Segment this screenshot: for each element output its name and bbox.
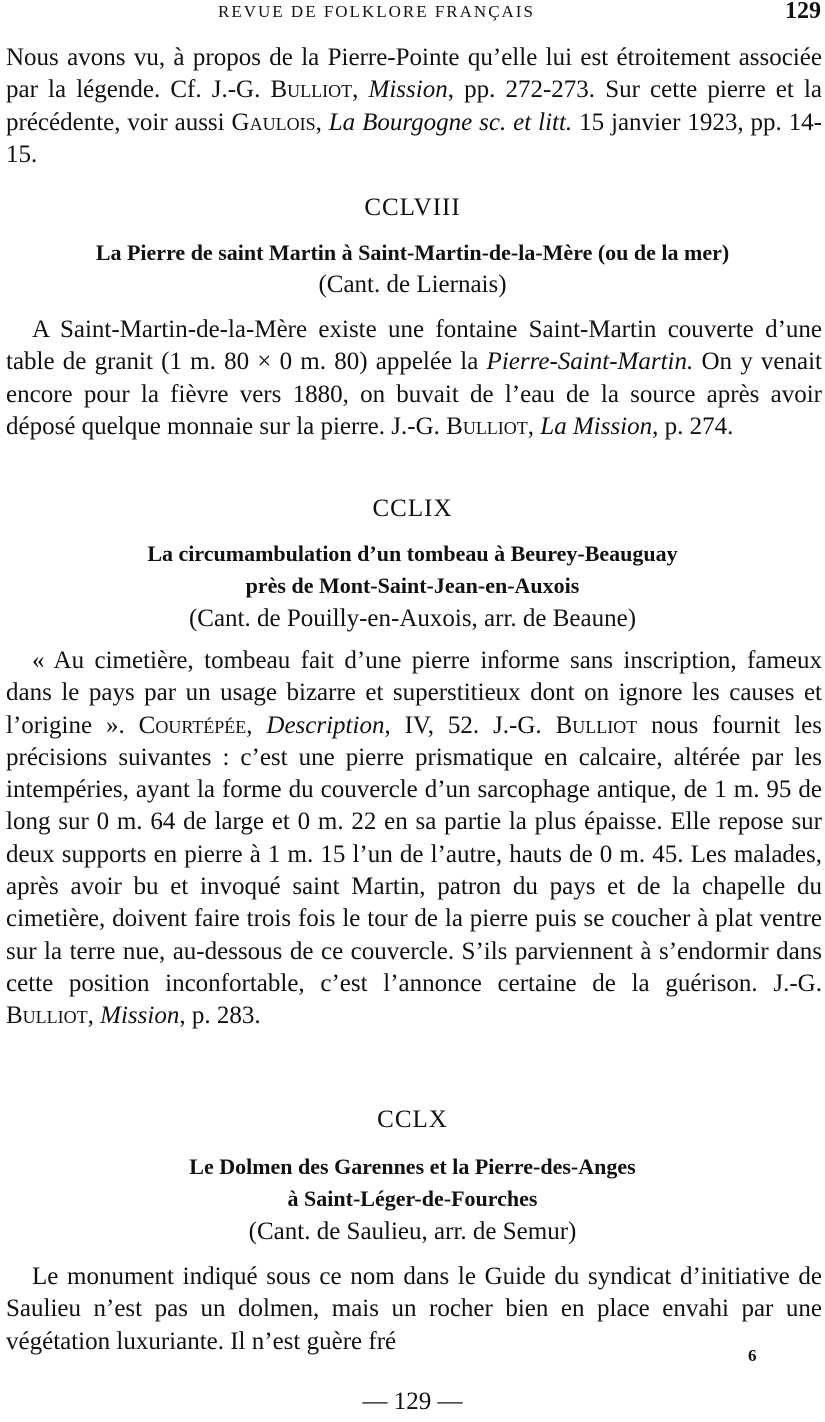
work-title: Mission [100, 1002, 180, 1030]
work-title: Description [266, 711, 385, 739]
signature-mark: 6 [748, 1346, 757, 1365]
author-name: Bulliot [270, 76, 353, 104]
section-number: CCLIX [372, 495, 453, 522]
page-number-top: 129 [785, 0, 821, 24]
work-title: La Mission [540, 412, 653, 440]
work-title: Mission [368, 76, 448, 104]
author-name: Bulliot [6, 1002, 88, 1030]
section-number: CCLX [377, 1106, 448, 1133]
author-name: Courtépée [138, 711, 247, 739]
work-title: La Bourgogne sc. et litt. [328, 108, 573, 136]
section-title-line-2: à Saint-Léger-de-Fourches [287, 1186, 538, 1211]
section-canton: (Cant. de Pouilly-en-Auxois, arr. de Beaune) [188, 605, 637, 632]
intro-paragraph: Nous avons vu, à propos de la Pierre-Pointe qu’elle lui est étroitement associée par la légende. Cf. J.-G. Bulliot, Mission, pp. 272-273. Sur cette pierre et la précédente, voir aussi Gaulois, La Bourgogne sc. et litt. 15 janvier 1923, pp. 14-15. [6, 44, 823, 168]
section-body: « Au cimetière, tombeau fait d’une pierre informe sans inscription, fameux dans le pays par un usage bizarre et superstitieux dont on ignore les causes et l’origine ». Courtépée, Description, IV, 52. J.-G. Bulliot nous fournit les précisions suivantes : c’est une pierre prismatique en calcaire, altérée par les intempéries, ayant la forme du couvercle d’un sarcophage antique, de 1 m. 95 de long sur 0 m. 64 de large et 0 m. 22 en sa partie la plus épaisse. Elle repose sur deux supports en pierre à 1 m. 15 l’un de l’autre, hauts de 0 m. 45. Les malades, après avoir bu et invoqué saint Martin, patron du pays et de la chapelle du cimetière, doivent faire trois fois le tour de la pierre puis se coucher à plat ventre sur la terre nue, au-dessous de ce couvercle. S’ils parviennent à s’endormir dans cette position inconfortable, c’est l’annonce certaine de la guérison. J.-G. Bulliot, Mission, p. 283. [6, 647, 823, 1030]
author-name: Bulliot [555, 711, 638, 739]
place-name: Pierre-Saint-Martin. [486, 348, 694, 376]
section-title-line-1: La circumambulation d’un tombeau à Beurey-Beauguay [147, 541, 678, 566]
section-canton: (Cant. de Saulieu, arr. de Semur) [248, 1218, 577, 1245]
section-canton: (Cant. de Liernais) [318, 271, 507, 298]
running-header [0, 2, 825, 26]
author-name: Gaulois [231, 108, 316, 136]
section-title-line-2: près de Mont-Saint-Jean-en-Auxois [245, 573, 580, 598]
section-number: CCLVIII [364, 194, 461, 221]
section-body: A Saint-Martin-de-la-Mère existe une fontaine Saint-Martin couverte d’une table de granit (1 m. 80 × 0 m. 80) appelée la Pierre-Saint-Martin. On y venait encore pour la fièvre vers 1880, on buvait de l’eau de la source après avoir déposé quelque monnaie sur la pierre. J.-G. Bulliot, La Mission, p. 274. [6, 316, 823, 440]
section-body: Le monument indiqué sous ce nom dans le Guide du syndicat d’initiative de Saulieu n’est pas un dolmen, mais un rocher bien en place envahi par une végétation luxuriante. Il n’est guère fré [6, 1263, 822, 1355]
section-title: La Pierre de saint Martin à Saint-Martin-de-la-Mère (ou de la mer) [95, 240, 730, 265]
page-folio: — 129 — [362, 1388, 463, 1415]
journal-title: REVUE DE FOLKLORE FRANÇAIS [218, 2, 535, 21]
author-name: Bulliot [446, 412, 528, 440]
section-title-line-1: Le Dolmen des Garennes et la Pierre-des-Anges [189, 1154, 636, 1179]
